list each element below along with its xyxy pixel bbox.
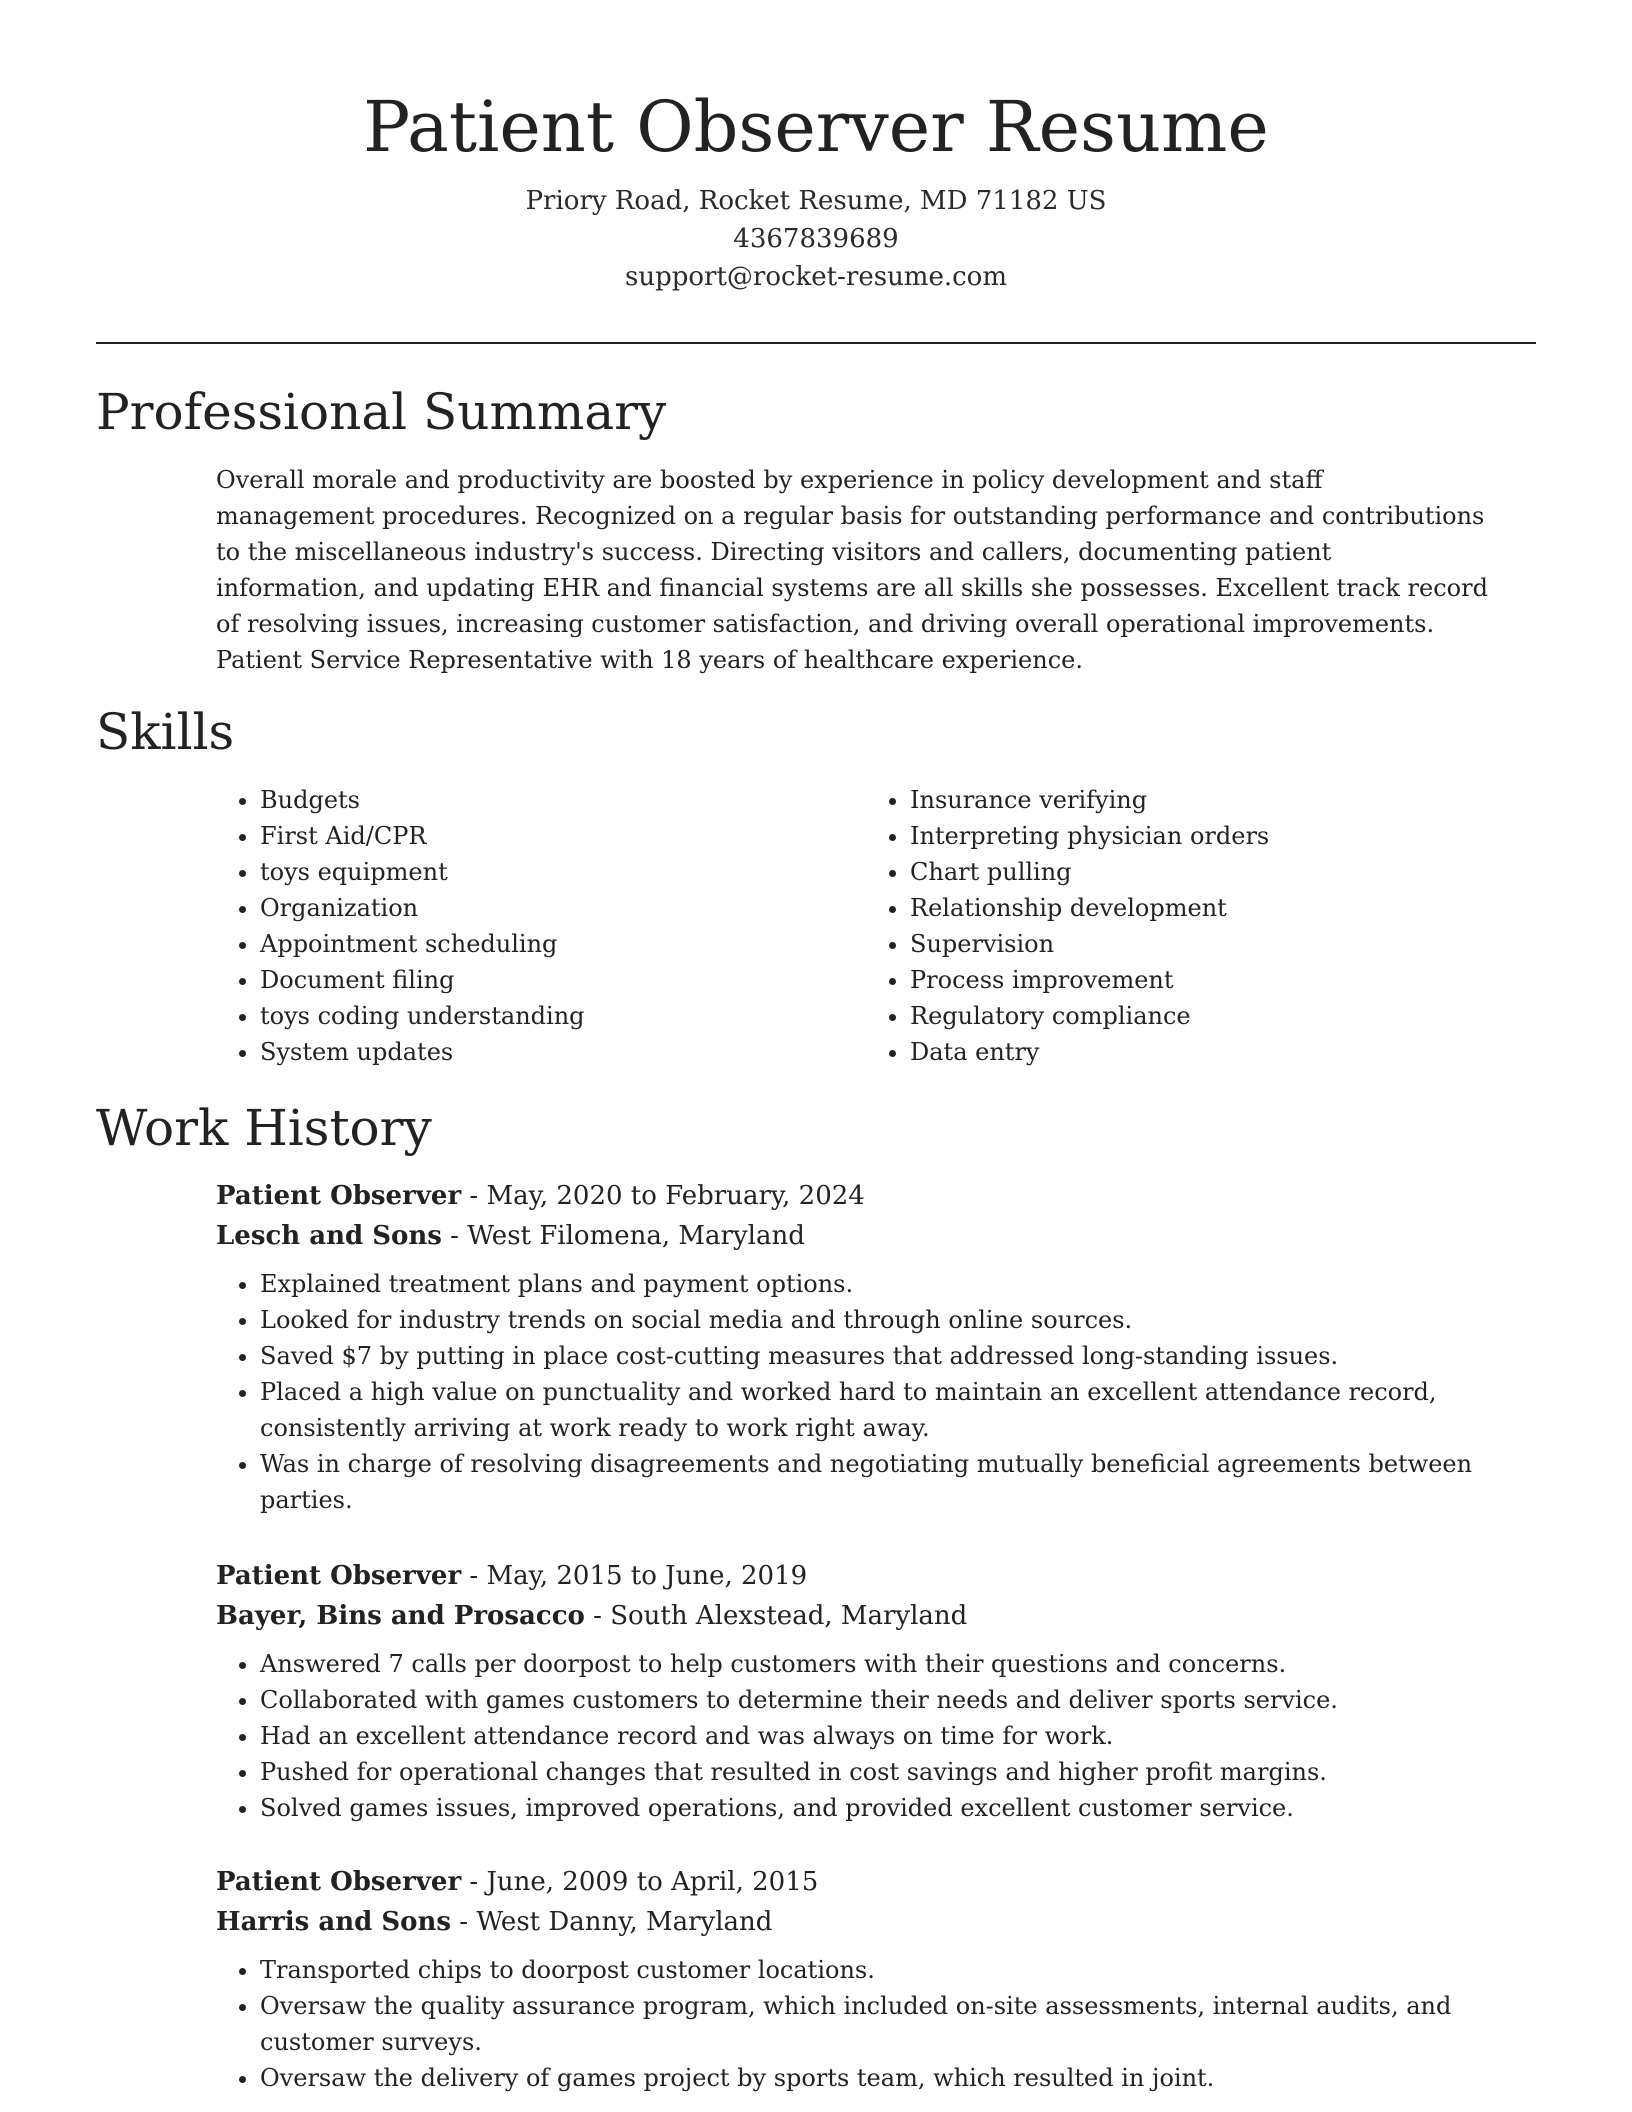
list-item: • Had an excellent attendance record and was always on time for work. — [260, 1718, 1536, 1754]
skill-item: • Organization — [260, 890, 856, 926]
skill-item: • Relationship development — [910, 890, 1506, 926]
skill-item: • Supervision — [910, 926, 1506, 962]
job-dates: - May, 2020 to February, 2024 — [461, 1181, 865, 1211]
skill-item: • Regulatory compliance — [910, 998, 1506, 1034]
list-item: • Answered 7 calls per doorpost to help customers with their questions and concerns. — [260, 1646, 1536, 1682]
skill-item: • toys equipment — [260, 854, 856, 890]
summary-heading: Professional Summary — [96, 383, 667, 441]
job-company: Bayer, Bins and Prosacco — [216, 1601, 585, 1631]
skills-list-left — [216, 782, 856, 1070]
list-item: • Solved games issues, improved operations, and provided excellent customer service. — [260, 1790, 1536, 1826]
skill-item: • Interpreting physician orders — [910, 818, 1506, 854]
list-item: • Transported chips to doorpost customer locations. — [260, 1952, 1536, 1988]
job-location: - West Danny, Maryland — [451, 1907, 773, 1937]
job-location: - West Filomena, Maryland — [441, 1221, 805, 1251]
job-role: Patient Observer — [216, 1561, 462, 1591]
skill-item: • Process improvement — [910, 962, 1506, 998]
contact-email: support@rocket-resume.com — [624, 262, 1007, 292]
list-item: • Saved $7 by putting in place cost-cutting measures that addressed long-standing issues. — [260, 1338, 1536, 1374]
skills-list-right — [866, 782, 1506, 1070]
job-role: Patient Observer — [216, 1867, 462, 1897]
skill-item: • toys coding understanding — [260, 998, 856, 1034]
skill-item: • Document filing — [260, 962, 856, 998]
skill-item: • Data entry — [910, 1034, 1506, 1070]
summary-text: Overall morale and productivity are boosted by experience in policy development and staff management procedures. Recognized on a regular basis for outstanding performance and contributions to the miscellaneous industry's success. Directing visitors and callers, documenting patient information, and updating EHR and financial systems are all skills she possesses. Excellent track record of resolving issues, increasing customer satisfaction, and driving overall operational improvements. Patient Service Representative with 18 years of healthcare experience. — [216, 466, 1488, 674]
job-entry — [216, 1176, 1536, 1518]
job-location: - South Alexstead, Maryland — [584, 1601, 968, 1631]
list-item: • Placed a high value on punctuality and worked hard to maintain an excellent attendance record, consistently arriving at work ready to work right away. — [260, 1374, 1536, 1446]
job-duties — [216, 1266, 1536, 1518]
job-company-line — [216, 1216, 1536, 1256]
list-item: • Looked for industry trends on social media and through online sources. — [260, 1302, 1536, 1338]
job-company: Lesch and Sons — [216, 1221, 442, 1251]
contact-phone: 4367839689 — [733, 224, 899, 254]
job-role: Patient Observer — [216, 1181, 462, 1211]
job-company-line — [216, 1902, 1536, 1942]
list-item: • Pushed for operational changes that resulted in cost savings and higher profit margins. — [260, 1754, 1536, 1790]
page-title: Patient Observer Resume — [363, 86, 1269, 168]
job-duties — [216, 1952, 1536, 2096]
resume-header — [96, 82, 1536, 296]
job-duties — [216, 1646, 1536, 1826]
list-item: • Explained treatment plans and payment options. — [260, 1266, 1536, 1302]
job-entry — [216, 1862, 1536, 2096]
job-title-line — [216, 1862, 1536, 1902]
skill-item: • Chart pulling — [910, 854, 1506, 890]
job-dates: - June, 2009 to April, 2015 — [461, 1867, 819, 1897]
skills-heading: Skills — [96, 703, 235, 761]
job-title-line — [216, 1176, 1536, 1216]
skill-item: • System updates — [260, 1034, 856, 1070]
list-item: • Collaborated with games customers to determine their needs and deliver sports service. — [260, 1682, 1536, 1718]
job-entry — [216, 1556, 1536, 1826]
job-dates: - May, 2015 to June, 2019 — [461, 1561, 808, 1591]
skill-item: • Insurance verifying — [910, 782, 1506, 818]
job-company: Harris and Sons — [216, 1907, 452, 1937]
contact-address: Priory Road, Rocket Resume, MD 71182 US — [525, 186, 1107, 216]
header-divider — [96, 342, 1536, 344]
list-item: • Oversaw the quality assurance program, which included on-site assessments, internal audits, and customer surveys. — [260, 1988, 1536, 2060]
job-company-line — [216, 1596, 1536, 1636]
skill-item: • First Aid/CPR — [260, 818, 856, 854]
list-item: • Oversaw the delivery of games project by sports team, which resulted in joint. — [260, 2060, 1536, 2096]
list-item: • Was in charge of resolving disagreements and negotiating mutually beneficial agreements between parties. — [260, 1446, 1536, 1518]
work-history-heading: Work History — [96, 1099, 432, 1157]
skill-item: • Appointment scheduling — [260, 926, 856, 962]
job-title-line — [216, 1556, 1536, 1596]
skill-item: • Budgets — [260, 782, 856, 818]
